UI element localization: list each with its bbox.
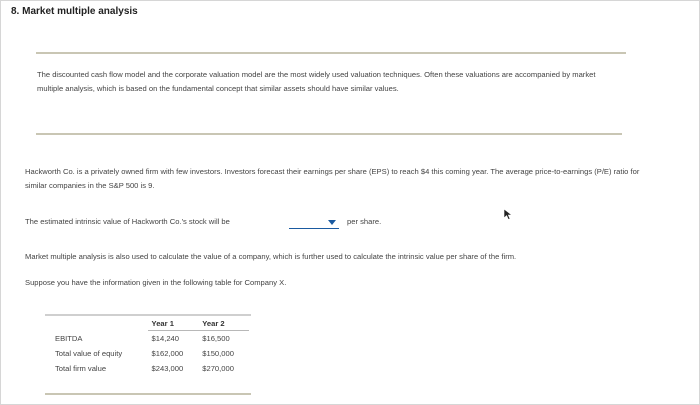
table-header: Year 2 — [198, 316, 249, 331]
company-x-table — [49, 316, 249, 376]
divider — [36, 52, 626, 54]
hackworth-paragraph: Hackworth Co. is a privately owned firm with few investors. Investors forecast their earnings per share (EPS) to reach $4 this coming year. The average price-to-earnings (P/E) ratio for similar companies in the S&P 500 is 9. — [25, 167, 640, 190]
divider — [36, 133, 622, 135]
table-row — [49, 331, 249, 347]
cell-year2: $150,000 — [202, 349, 234, 358]
cell-year2: $16,500 — [202, 334, 230, 343]
cell-year1: $243,000 — [151, 364, 184, 373]
market-paragraph: Market multiple analysis is also used to calculate the value of a company, which is further used to calculate the intrinsic value per share of the firm. — [25, 252, 517, 261]
row-label: EBITDA — [55, 333, 83, 343]
row-label: Total value of equity — [55, 349, 123, 358]
table-row — [49, 346, 249, 361]
cell-year2: $270,000 — [202, 364, 234, 373]
cell-year1: $14,240 — [151, 334, 179, 343]
question-title: 8. Market multiple analysis — [11, 6, 138, 17]
intrinsic-value-dropdown[interactable] — [289, 217, 339, 229]
row-label: Total firm value — [55, 364, 107, 373]
table-header: Year 1 — [148, 316, 199, 331]
chevron-down-icon — [328, 220, 336, 225]
mouse-cursor-icon — [503, 208, 513, 220]
cell-year1: $162,000 — [151, 349, 184, 358]
table-header — [49, 316, 148, 331]
table-header-row — [49, 316, 249, 331]
intro-paragraph: The discounted cash flow model and the corporate valuation model are the most widely used valuation techniques. Often these valuations are accompanied by market multiple analysis, which is based on the fundamental concept that similar assets should have similar values. — [37, 70, 596, 93]
table-row — [49, 361, 249, 376]
estimate-prefix: The estimated intrinsic value of Hackworth Co.'s stock will be — [25, 217, 230, 226]
table-bottom-rule — [45, 393, 251, 395]
estimate-suffix: per share. — [347, 217, 382, 226]
suppose-paragraph: Suppose you have the information given in the following table for Company X. — [25, 278, 287, 287]
